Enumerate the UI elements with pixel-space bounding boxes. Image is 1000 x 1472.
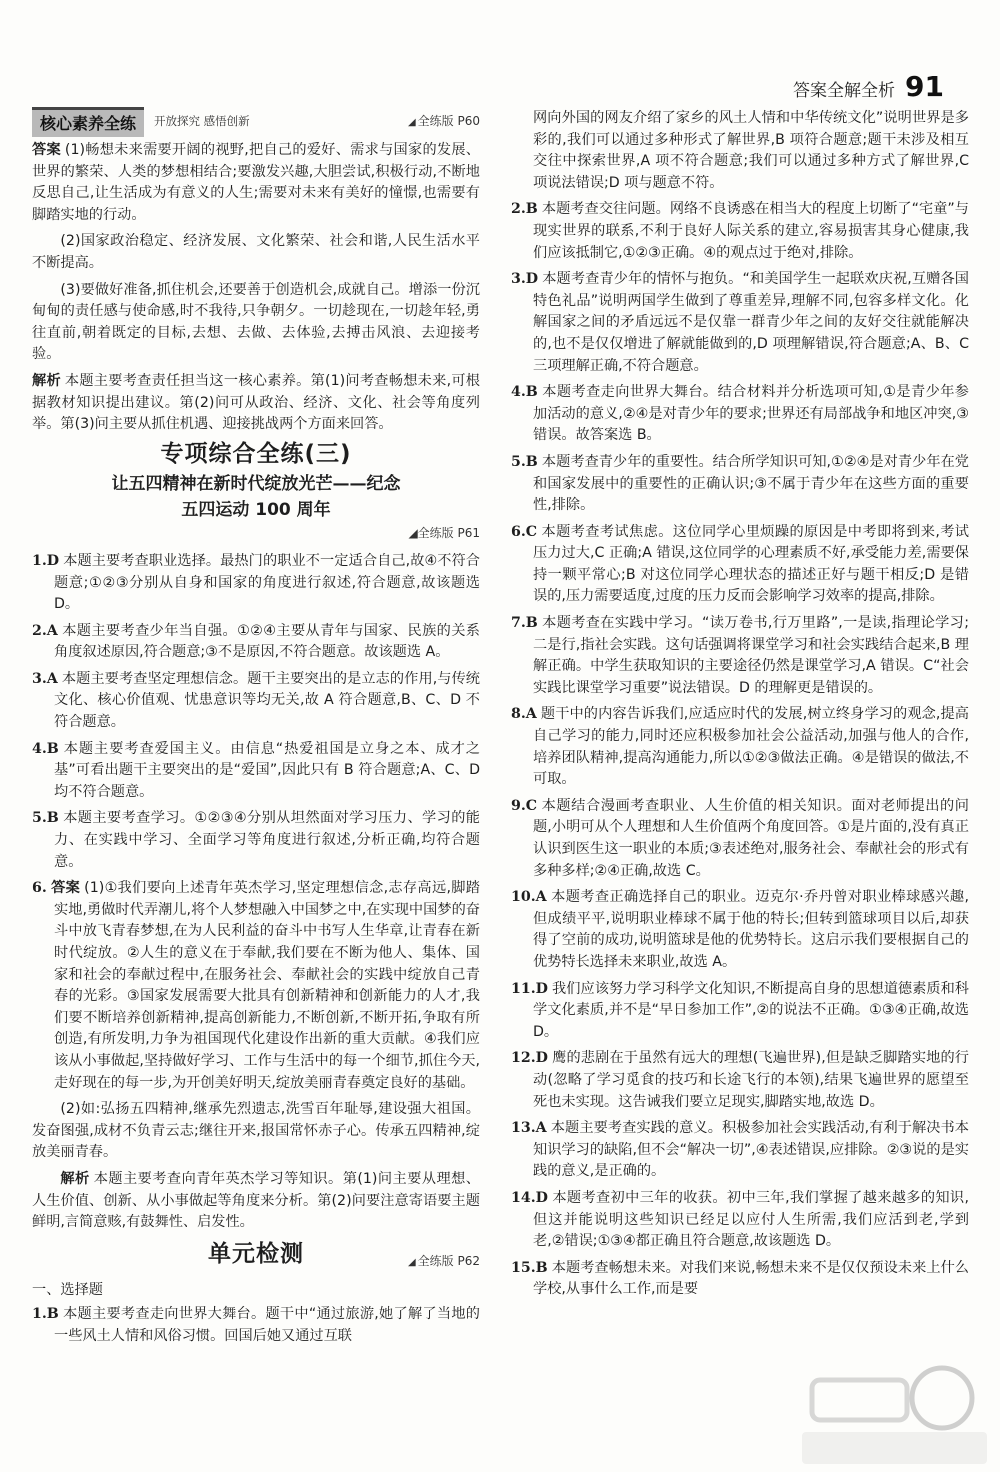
core-answer-p1: 答案 (1)畅想未来需要开阔的视野,把自己的爱好、需求与国家的发展、世界的繁荣、人类的梦想相结合;要激发兴趣,大胆尝试,积极行动,不断地反思自己,让生活成为有意义的人生;需要对未来有美好的憧憬,也需要有脚踏实地的行动。 xyxy=(32,142,480,223)
answer-text: 本题考查正确选择自己的职业。迈克尔·乔丹曾对职业棒球感兴趣,但成绩平平,说明职业棒球不属于他的特长;但转到篮球项目以后,却获得了空前的成功,说明篮球是他的优势特长。这启示我们要根据自己的优势特长选择未来职业,故选 A。 xyxy=(533,889,969,970)
answer-number: 5.B xyxy=(32,810,59,827)
unit-answer-list xyxy=(511,199,969,1301)
answer-number: 13.A xyxy=(511,1120,547,1137)
unit-answer-1-number: 1.B xyxy=(32,1306,59,1323)
answer-number: 1.D xyxy=(32,552,60,569)
section-title: 专项综合全练(三) xyxy=(160,440,352,467)
page-number: 91 xyxy=(905,70,944,103)
answer-item xyxy=(32,669,480,734)
answer-item xyxy=(511,1188,969,1253)
answer-number: 10.A xyxy=(511,889,547,906)
answer-text: 题干中的内容告诉我们,应适应时代的发展,树立终身学习的观念,提高自己学习的能力,同时还应积极参加社会公益活动,加强与他人的合作,培养团队精神,提高沟通能力,所以①②③做法正确。④是错误的做法,不可取。 xyxy=(533,706,969,788)
q6-answer-p2: (2)如:弘扬五四精神,继承先烈遗志,洗雪百年耻辱,建设强大祖国。发奋图强,成材不负青云志;继往开来,报国常怀赤子心。传承五四精神,绽放美丽青春。 xyxy=(32,1101,480,1161)
answer-item xyxy=(511,979,969,1044)
answer-item xyxy=(511,382,969,447)
answer-number: 14.D xyxy=(511,1189,548,1206)
answer-number: 3.A xyxy=(32,670,58,687)
answer-item xyxy=(511,704,969,790)
answer-text: 本题考查走向世界大舞台。结合材料并分析选项可知,①是青少年参加活动的意义,②④是对青少年的要求;世界还有局部战争和地区冲突,③错误。故答案选 B。 xyxy=(533,384,969,444)
answer-number: 8.A xyxy=(511,706,537,723)
core-banner-subtitle: 开放探究 感悟创新 xyxy=(154,114,250,129)
q6-analysis-label: 解析 xyxy=(60,1170,90,1187)
answer-item xyxy=(32,551,480,616)
answer-item xyxy=(32,739,480,804)
q6-number: 6. xyxy=(32,880,47,897)
answer-item xyxy=(32,621,480,664)
unit-answer-1-text: 本题主要考查走向世界大舞台。题干中“通过旅游,她了解了当地的一些风土人情和风俗习惯。回国后她又通过互联 xyxy=(54,1306,480,1344)
answer-text: 本题主要考查职业选择。最热门的职业不一定适合自己,故④不符合题意;①②③分别从自身和国家的角度进行叙述,符合题意,故该题选 D。 xyxy=(54,552,480,613)
answer-item xyxy=(511,522,969,608)
answer-item xyxy=(32,808,480,873)
answer-number: 7.B xyxy=(511,615,538,632)
core-banner-title: 核心素养全练 xyxy=(32,107,144,138)
answer-number: 4.B xyxy=(32,740,59,757)
analysis-label: 解析 xyxy=(32,372,61,389)
core-banner-ref: ◢ 全练版 P60 xyxy=(407,113,480,128)
page-header xyxy=(793,70,944,103)
answer-number: 4.B xyxy=(511,384,538,401)
section-answer-list xyxy=(32,551,480,873)
answer-text: 本题主要考查实践的意义。积极参加社会实践活动,有利于解决书本知识学习的缺陷,但不会“解决一切”,④表述错误,应排除。②③说的是实践的意义,是正确的。 xyxy=(533,1120,969,1180)
answer-text: 本题考查在实践中学习。“读万卷书,行万里路”,一是读,指理论学习;二是行,指社会实践。这句话强调将课堂学习和社会实践结合起来,B 理解正确。中学生获取知识的主要途径仍然是课堂学习,A 错误。C“社会实践比课堂学习重要”说法错误。D 的理解更是错误的。 xyxy=(533,615,969,696)
answer-number: 2.B xyxy=(511,201,538,218)
q6-analysis: 解析 本题主要考查向青年英杰学习等知识。第(1)问主要从理想、人生价值、创新、从小事做起等角度来分析。第(2)问要注意寄语要主题鲜明,言简意赅,有鼓舞性、启发性。 xyxy=(32,1170,480,1231)
choice-heading: 一、选择题 xyxy=(32,1281,103,1298)
answer-item xyxy=(511,613,969,699)
answer-text: 本题主要考查学习。①②③④分别从坦然面对学习压力、学习的能力、在实践中学习、全面学习等角度进行叙述,分析正确,均符合题意。 xyxy=(54,810,480,870)
answer-number: 3.D xyxy=(511,271,539,288)
pencil-icon: ◢ xyxy=(407,1257,416,1269)
answer-number: 2.A xyxy=(32,622,58,639)
answer-text: 本题考查青少年的情怀与抱负。“和美国学生一起联欢庆祝,互赠各国特色礼品”说明两国学生做到了尊重差异,理解不同,包容多样文化。化解国家之间的矛盾远远不是仅靠一群青少年之间的友好交往就能解决的,也不是仅仅增进了解就能做到的,D 项理解错误,符合题意;A、B、C 三项理解正确,不符合题意。 xyxy=(533,271,969,374)
answer-label: 答案 xyxy=(32,142,61,158)
core-banner xyxy=(32,108,480,136)
answer-text: 本题考查交往问题。网络不良诱惑在相当大的程度上切断了“宅童”与现实世界的联系,不利于良好人际关系的建立,容易损害其身心健康,我们应该抵制它,①②③正确。④的观点过于绝对,排除。 xyxy=(533,201,969,261)
section-subtitle-1: 让五四精神在新时代绽放光芒——纪念 xyxy=(111,474,401,495)
answer-text: 本题主要考查爱国主义。由信息“热爱祖国是立身之本、成才之基”可看出题干主要突出的是“爱国”,因此只有 B 符合题意;A、C、D 均不符合题意。 xyxy=(54,740,480,800)
answer-text: 本题考查青少年的重要性。结合所学知识可知,①②④是对青少年在党和国家发展中的重要性的正确认识;③不属于青少年在这些方面的重要性,排除。 xyxy=(533,453,969,514)
answer-text: 本题考查畅想未来。对我们来说,畅想未来不是仅仅预设未来上什么学校,从事什么工作,而是要 xyxy=(533,1259,969,1298)
section-subtitle-2: 五四运动 100 周年 xyxy=(181,500,331,521)
q6-answer: 6. 答案 (1)①我们要向上述青年英杰学习,坚定理想信念,志存高远,脚踏实地,勇做时代弄潮儿,将个人梦想融入中国梦之中,在实现中国梦的奋斗中放飞青春梦想,在为人民利益的奋斗中书写人生华章,让青春在新时代绽放。②人生的意义在于奉献,我们要在不断为他人、集体、国家和社会的奉献过程中,在服务社会、奉献社会的实践中绽放自己青春的光彩。③国家发展需要大批具有创新精神和创新能力的人才,我们要不断培养创新精神,提高创新能力,不断创新,不断开拓,争取有所创造,有所发明,力争为祖国现代化建设作出新的重大贡献。④我们应该从小事做起,坚持做好学习、工作与生活中的每一个细节,抓住今天,走好现在的每一步,为开创美好明天,绽放美丽青春奠定良好的基础。 xyxy=(32,880,480,1091)
answer-item xyxy=(511,452,969,517)
answer-text: 本题考查初中三年的收获。初中三年,我们掌握了越来越多的知识,但这并能说明这些知识已经足以应付人生所需,我们应活到老,学到老,②错误;①③④都正确且符合题意,故该题选 D。 xyxy=(533,1189,969,1250)
answer-number: 6.C xyxy=(511,523,538,540)
core-analysis: 解析 本题主要考查责任担当这一核心素养。第(1)问考查畅想未来,可根据教材知识提出建议。第(2)问可从政治、经济、文化、社会等角度列举。第(3)问主要从抓住机遇、迎接挑战两个方面来回答。 xyxy=(32,372,480,433)
answer-item xyxy=(511,1118,969,1183)
answer-item xyxy=(511,887,969,973)
answer-item xyxy=(511,1048,969,1113)
header-title: 答案全解全析 xyxy=(793,81,896,101)
pencil-icon: ◢ xyxy=(408,526,418,541)
answer-item xyxy=(511,1258,969,1301)
answer-number: 12.D xyxy=(511,1050,548,1067)
answer-text: 本题结合漫画考查职业、人生价值的相关知识。面对老师提出的问题,小明可从个人理想和人生价值两个角度回答。①是片面的,没有真正认识到医生这一职业的本质;③表述绝对,服务社会、奉献社会的形式有多种多样;②④正确,故选 C。 xyxy=(533,797,969,879)
core-answer-p2: (2)国家政治稳定、经济发展、文化繁荣、社会和谐,人民生活水平不断提高。 xyxy=(32,233,480,271)
left-column xyxy=(32,108,480,1353)
unit-test-title: 单元检测 xyxy=(208,1240,304,1267)
pencil-icon: ◢ xyxy=(407,116,416,128)
core-answer-p3: (3)要做好准备,抓住机会,还要善于创造机会,成就自己。增添一份沉甸甸的责任感与使命感,时不我待,只争朝夕。一切趁现在,一切趁年轻,勇往直前,朝着既定的目标,去想、去做、去体验,去搏击风浪、去迎接考验。 xyxy=(32,281,480,363)
right-column xyxy=(511,108,969,1306)
answer-item xyxy=(511,269,969,377)
answer-text: 鹰的悲剧在于虽然有远大的理想(飞遍世界),但是缺乏脚踏实地的行动(忽略了学习觅食的技巧和长途飞行的本领),结果飞遍世界的愿望至死也未实现。这告诫我们要立足现实,脚踏实地,故选 D。 xyxy=(533,1050,969,1110)
answer-text: 本题考查考试焦虑。这位同学心里烦躁的原因是中考即将到来,考试压力过大,C 正确;A 错误,这位同学的心理素质不好,承受能力差,需要保持一颗平常心;B 对这位同学心理状态的描述正好与题干相反;D 是错误的,压力需要适度,过度的压力反而会影响学习效率的提高,排除。 xyxy=(533,523,969,605)
answer-number: 11.D xyxy=(511,980,548,997)
unit-answer-1 xyxy=(32,1304,480,1347)
answer-number: 15.B xyxy=(511,1259,548,1276)
answer-text: 本题主要考查坚定理想信念。题干主要突出的是立志的作用,与传统文化、核心价值观、忧患意识等均无关,故 A 符合题意,B、C、D 不符合题意。 xyxy=(54,670,480,731)
answer-item xyxy=(511,199,969,264)
answer-number: 5.B xyxy=(511,453,538,470)
unit-test-header xyxy=(32,1240,480,1278)
unit-answer-1-continued: 网向外国的网友介绍了家乡的风土人情和中华传统文化”说明世界是多彩的,我们可以通过多种形式了解世界,B 项符合题意;题干未涉及相互交往中探索世界,A 项不符合题意;我们可以通过多种方式了解世界,C 项说法错误;D 项与题意不符。 xyxy=(533,110,969,191)
watermark-logo xyxy=(792,1360,992,1470)
unit-test-ref: ◢ 全练版 P62 xyxy=(407,1254,480,1269)
answer-text: 本题主要考查少年当自强。①②④主要从青年与国家、民族的关系角度叙述原因,符合题意;③不是原因,不符合题意。故该题选 A。 xyxy=(54,622,480,661)
answer-item xyxy=(511,796,969,882)
answer-text: 我们应该努力学习科学文化知识,不断提高自身的思想道德素质和科学文化素质,并不是“早日参加工作”,②的说法不正确。①③④正确,故选 D。 xyxy=(533,980,969,1040)
answer-number: 9.C xyxy=(511,797,538,814)
section-ref: ◢全练版 P61 xyxy=(408,526,480,541)
q6-answer-label: 答案 xyxy=(50,880,81,897)
